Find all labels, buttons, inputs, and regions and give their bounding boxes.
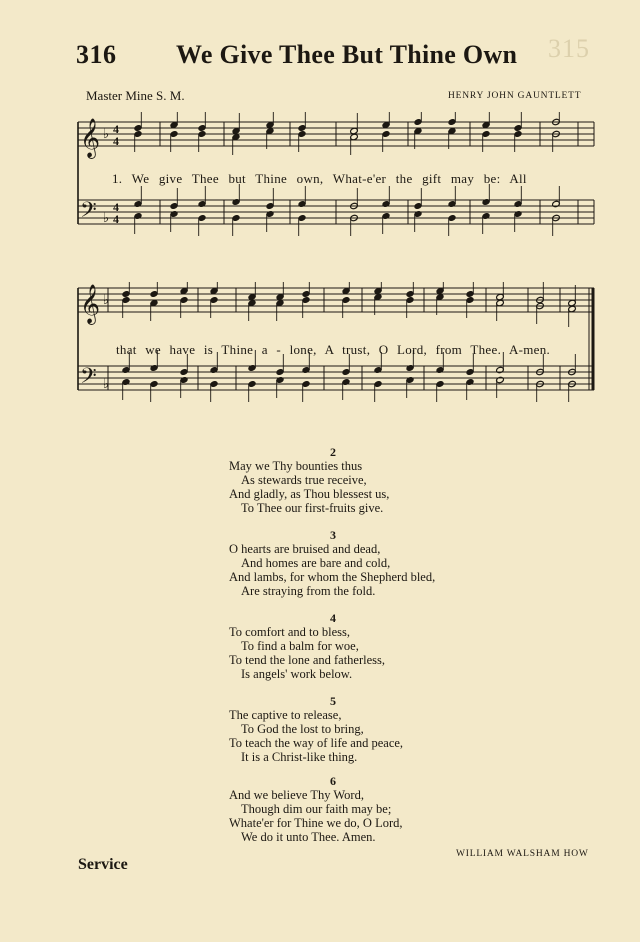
tune-name: Master Mine S. M. <box>86 88 185 103</box>
flat-key-signature-icon: ♭ <box>103 127 110 142</box>
stanza-line: Whate'er for Thine we do, O Lord, <box>229 816 403 830</box>
stanza-line: To find a balm for woe, <box>241 639 359 653</box>
author-credit: WILLIAM WALSHAM HOW <box>456 849 589 859</box>
system-1-lyrics: 1. We give Thee but Thine own, What-e'er the gift may be: All <box>112 171 527 186</box>
stanza-line: To comfort and to bless, <box>229 625 350 639</box>
bass-clef-icon: 𝄢 <box>80 364 97 394</box>
treble-clef-icon: 𝄞 <box>80 118 101 158</box>
stanza-line: And gladly, as Thou blessest us, <box>229 487 390 501</box>
stanza-number: 4 <box>330 611 336 625</box>
stanza-line: To God the lost to bring, <box>241 722 364 736</box>
stanza-line: Are straying from the fold. <box>241 584 376 598</box>
time-signature-numerator: 4 <box>113 200 119 214</box>
stanza-line: It is a Christ-like thing. <box>241 750 358 764</box>
stanza-line: And lambs, for whom the Shepherd bled, <box>229 570 436 584</box>
stanza-line: Is angels' work below. <box>241 667 353 681</box>
stanza-number: 3 <box>330 528 336 542</box>
flat-key-signature-icon: ♭ <box>103 377 110 392</box>
stanza-line: And homes are bare and cold, <box>241 556 391 570</box>
bass-clef-icon: 𝄢 <box>80 198 97 228</box>
stanza-line: As stewards true receive, <box>241 473 367 487</box>
flat-key-signature-icon: ♭ <box>103 293 110 308</box>
stanza-line: We do it unto Thee. Amen. <box>241 830 376 844</box>
stanza-line: To Thee our first-fruits give. <box>241 501 384 515</box>
stanza-line: To teach the way of life and peace, <box>229 736 404 750</box>
section-label: Service <box>78 856 128 873</box>
bleed-through-number: 315 <box>548 34 590 63</box>
stanza-line: And we believe Thy Word, <box>229 788 364 802</box>
stanza-number: 2 <box>330 445 336 459</box>
stanza-line: May we Thy bounties thus <box>229 459 363 473</box>
hymn-title: We Give Thee But Thine Own <box>176 40 518 69</box>
time-signature-denominator: 4 <box>113 134 119 148</box>
stanza-line: Though dim our faith may be; <box>241 802 392 816</box>
time-signature-denominator: 4 <box>113 212 119 226</box>
time-signature-numerator: 4 <box>113 122 119 136</box>
stanza-line: The captive to release, <box>229 708 342 722</box>
stanza-line: O hearts are bruised and dead, <box>229 542 381 556</box>
stanza-number: 5 <box>330 694 336 708</box>
flat-key-signature-icon: ♭ <box>103 211 110 226</box>
stanza-line: To tend the lone and fatherless, <box>229 653 386 667</box>
composer-credit: HENRY JOHN GAUNTLETT <box>448 91 582 101</box>
stanza-number: 6 <box>330 774 336 788</box>
system-2-lyrics: that we have is Thine a - lone, A trust, O Lord, from Thee. A-men. <box>116 342 551 357</box>
treble-clef-icon: 𝄞 <box>80 284 101 324</box>
hymn-number: 316 <box>76 40 117 69</box>
